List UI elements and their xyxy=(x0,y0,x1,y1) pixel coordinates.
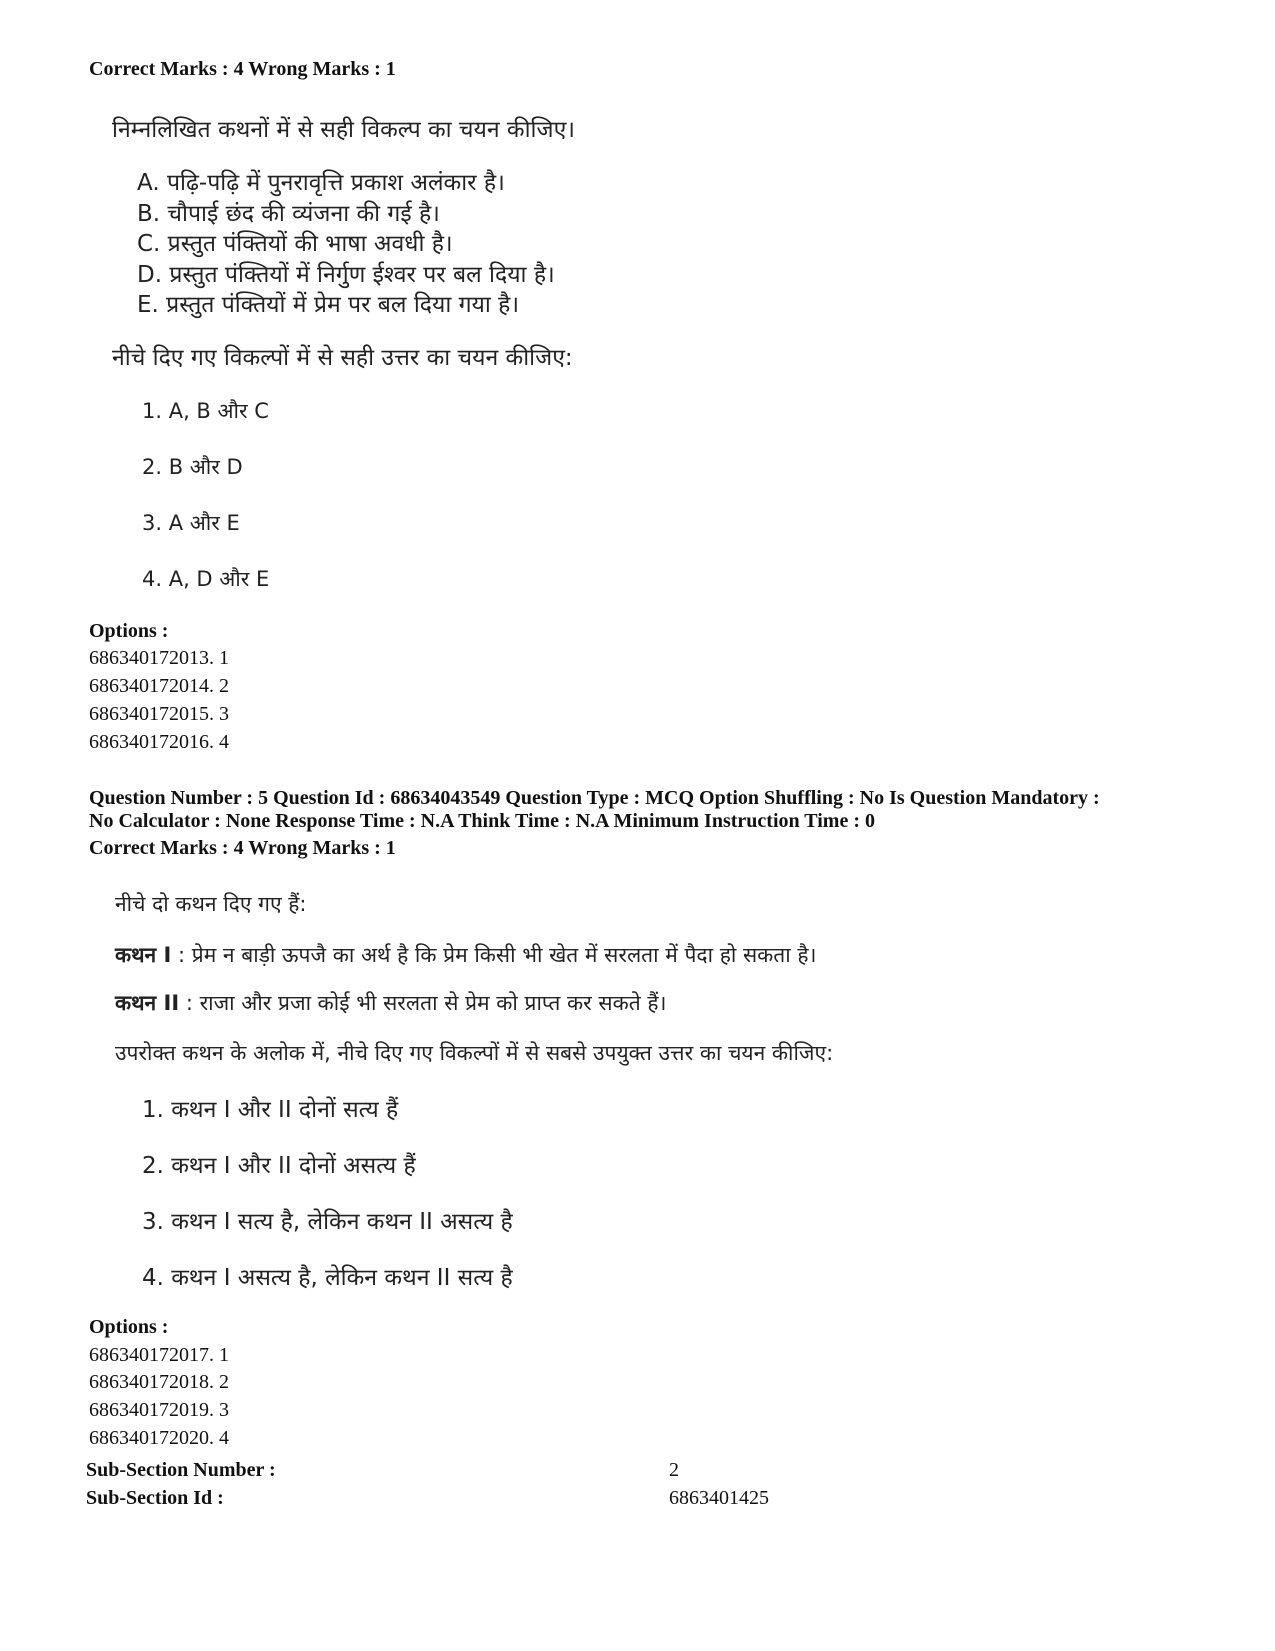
subsection-id-label: Sub-Section Id : xyxy=(86,1487,224,1509)
q5-option-2: 686340172018. 2 xyxy=(89,1371,229,1393)
q5-header-line2: No Calculator : None Response Time : N.A Think Time : N.A Minimum Instruction Time : 0 xyxy=(89,810,875,832)
q4-option-2: 686340172014. 2 xyxy=(89,675,229,697)
q5-statement-1-label: कथन I xyxy=(115,943,172,967)
q4-choice-3: 3. A और E xyxy=(142,511,240,535)
q5-choice-4: 4. कथन I असत्य है, लेकिन कथन II सत्य है xyxy=(142,1265,513,1291)
q5-statement-1-text: : प्रेम न बाड़ी ऊपजै का अर्थ है कि प्रेम किसी भी खेत में सरलता में पैदा हो सकता है। xyxy=(171,943,817,967)
q5-option-4: 686340172020. 4 xyxy=(89,1427,229,1449)
q4-option-4: 686340172016. 4 xyxy=(89,731,229,753)
q5-marks: Correct Marks : 4 Wrong Marks : 1 xyxy=(89,837,396,859)
q5-intro: नीचे दो कथन दिए गए हैं: xyxy=(115,892,307,916)
q4-statement-e: E. प्रस्तुत पंक्तियों में प्रेम पर बल दिया गया है। xyxy=(137,292,520,318)
q5-choice-3: 3. कथन I सत्य है, लेकिन कथन II असत्य है xyxy=(142,1209,513,1235)
q4-choice-2: 2. B और D xyxy=(142,455,243,479)
q4-option-3: 686340172015. 3 xyxy=(89,703,229,725)
q5-choice-2: 2. कथन I और II दोनों असत्य हैं xyxy=(142,1153,416,1179)
q4-marks: Correct Marks : 4 Wrong Marks : 1 xyxy=(89,58,396,80)
q5-choice-1: 1. कथन I और II दोनों सत्य हैं xyxy=(142,1097,399,1123)
q5-option-3: 686340172019. 3 xyxy=(89,1399,229,1421)
subsection-id-value: 6863401425 xyxy=(669,1487,769,1509)
q4-choice-4: 4. A, D और E xyxy=(142,567,270,591)
q4-choice-1: 1. A, B और C xyxy=(142,399,269,423)
q5-header-line1: Question Number : 5 Question Id : 68634043549 Question Type : MCQ Option Shuffling : No Is Question Mandatory : xyxy=(89,787,1100,809)
q5-statement-1 xyxy=(115,941,816,969)
subsection-number-value: 2 xyxy=(669,1459,679,1481)
q5-option-1: 686340172017. 1 xyxy=(89,1344,229,1366)
q4-choose-text: नीचे दिए गए विकल्पों में से सही उत्तर का चयन कीजिए: xyxy=(112,345,573,371)
q5-options-label: Options : xyxy=(89,1316,169,1338)
q5-choose-text: उपरोक्त कथन के अलोक में, नीचे दिए गए विकल्पों में से सबसे उपयुक्त उत्तर का चयन कीजिए: xyxy=(115,1041,834,1065)
subsection-number-label: Sub-Section Number : xyxy=(86,1459,276,1481)
q5-statement-2-text: : राजा और प्रजा कोई भी सरलता से प्रेम को प्राप्त कर सकते हैं। xyxy=(179,991,667,1015)
q4-statement-b: B. चौपाई छंद की व्यंजना की गई है। xyxy=(137,201,440,227)
q4-instruction: निम्नलिखित कथनों में से सही विकल्प का चयन कीजिए। xyxy=(112,117,576,143)
q5-statement-2-label: कथन II xyxy=(115,991,180,1015)
q4-options-label: Options : xyxy=(89,620,169,642)
q4-option-1: 686340172013. 1 xyxy=(89,647,229,669)
q4-statement-a: A. पढ़ि-पढ़ि में पुनरावृत्ति प्रकाश अलंकार है। xyxy=(137,170,505,196)
q4-statement-d: D. प्रस्तुत पंक्तियों में निर्गुण ईश्वर पर बल दिया है। xyxy=(137,262,555,288)
q5-statement-2 xyxy=(115,989,667,1017)
q4-statement-c: C. प्रस्तुत पंक्तियों की भाषा अवधी है। xyxy=(137,231,453,257)
